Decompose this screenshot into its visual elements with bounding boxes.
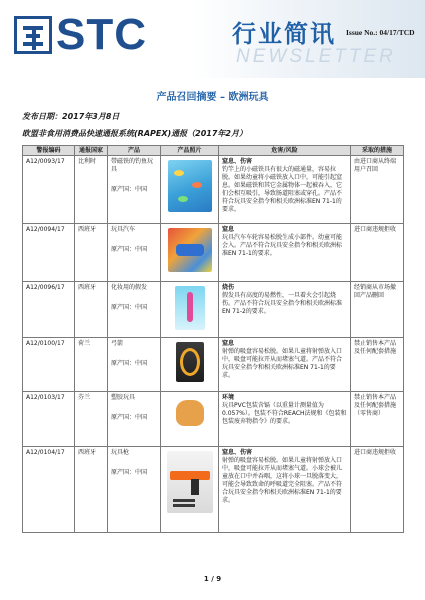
hazard-title: 窒息 bbox=[222, 340, 235, 347]
hazard-cell bbox=[219, 224, 351, 282]
alert-code: A12/0103/17 bbox=[23, 392, 75, 447]
hazard-cell bbox=[219, 156, 351, 224]
notifying-country: 西班牙 bbox=[75, 447, 108, 533]
product-origin: 原产国：中国 bbox=[111, 469, 148, 476]
report-title: 欧盟非食用消费品快速通报系统(RAPEX)通报（2017年2月） bbox=[22, 129, 247, 138]
product-name: 带磁铁的钓鱼玩具 bbox=[111, 158, 154, 173]
col-header-photo: 产品照片 bbox=[161, 146, 219, 156]
hazard-cell bbox=[219, 338, 351, 392]
product-photo-cell bbox=[161, 156, 219, 224]
product-cell bbox=[108, 338, 161, 392]
product-photo-cell bbox=[161, 392, 219, 447]
col-header-code: 警报编码 bbox=[23, 146, 75, 156]
product-name: 塑胶玩具 bbox=[111, 394, 136, 401]
measure-text: 进口商违规拒收 bbox=[351, 447, 404, 533]
alert-code: A12/0100/17 bbox=[23, 338, 75, 392]
logo-text: STC bbox=[56, 10, 147, 59]
notifying-country: 西班牙 bbox=[75, 224, 108, 282]
table-row bbox=[23, 392, 404, 447]
toy-car-photo bbox=[168, 228, 212, 272]
product-photo-cell bbox=[161, 224, 219, 282]
product-cell bbox=[108, 282, 161, 338]
hazard-title: 窒息、伤害 bbox=[222, 158, 253, 165]
plastic-toy-photo bbox=[170, 396, 210, 430]
col-header-measure: 采取的措施 bbox=[351, 146, 404, 156]
measure-text: 禁止销售本产品及任何配套措施（零售商） bbox=[351, 392, 404, 447]
alert-code: A12/0104/17 bbox=[23, 447, 75, 533]
recall-table bbox=[22, 145, 404, 533]
page-number: 1 / 9 bbox=[203, 575, 222, 583]
product-photo-cell bbox=[161, 282, 219, 338]
wig-photo bbox=[175, 286, 205, 330]
measure-text: 进口商违规拒收 bbox=[351, 224, 404, 282]
hazard-title: 窒息、伤害 bbox=[222, 449, 253, 456]
fishing-toy-photo bbox=[168, 160, 212, 212]
table-row bbox=[23, 447, 404, 533]
newsletter-header bbox=[0, 0, 425, 78]
product-origin: 原产国：中国 bbox=[111, 304, 148, 311]
product-cell bbox=[108, 447, 161, 533]
alert-code: A12/0094/17 bbox=[23, 224, 75, 282]
hazard-cell bbox=[219, 447, 351, 533]
notifying-country: 荷兰 bbox=[75, 338, 108, 392]
hazard-text: 玩具汽车车轮容易松脱生成小部件。幼童可能会入。产品不符合玩具安全指令和相关欧洲标准EN 71-1的要求。 bbox=[222, 234, 343, 257]
document-title: 产品召回摘要 – 欧洲玩具 bbox=[156, 92, 269, 103]
issue-number: Issue No.: 04/17/TCD bbox=[346, 28, 415, 37]
hazard-title: 烧伤 bbox=[222, 284, 235, 291]
hazard-cell bbox=[219, 282, 351, 338]
product-name: 玩具枪 bbox=[111, 449, 130, 456]
product-origin: 原产国：中国 bbox=[111, 186, 148, 193]
product-photo-cell bbox=[161, 447, 219, 533]
product-origin: 原产国：中国 bbox=[111, 246, 148, 253]
hazard-title: 窒息 bbox=[222, 226, 235, 233]
measure-text: 由进口商从终端用户召回 bbox=[351, 156, 404, 224]
stc-logo-icon bbox=[14, 16, 52, 54]
hazard-text: 玩具PVC包装含镉（以重量计测量值为0.057%）。包装不符合REACH法规和《包装和包装废弃物指令》的要求。 bbox=[222, 402, 347, 425]
hazard-text: 射弹的吸盘容易松脱。如果儿童将射弹放入口中，吸盘可能拉开从而堵塞气道。产品不符合玩具安全指令和相关欧洲标准EN 71-1的要求。 bbox=[222, 348, 343, 379]
alert-code: A12/0093/17 bbox=[23, 156, 75, 224]
product-photo-cell bbox=[161, 338, 219, 392]
newsletter-cn-title: 行业简讯 bbox=[232, 20, 336, 48]
newsletter-en-title: NEWSLETTER bbox=[236, 46, 396, 67]
product-cell bbox=[108, 224, 161, 282]
toy-gun-photo bbox=[167, 451, 213, 513]
hazard-title: 环境 bbox=[222, 394, 235, 401]
bow-and-arrow-photo bbox=[176, 342, 204, 382]
alert-code: A12/0096/17 bbox=[23, 282, 75, 338]
product-name: 弓箭 bbox=[111, 340, 124, 347]
notifying-country: 芬兰 bbox=[75, 392, 108, 447]
table-row bbox=[23, 224, 404, 282]
product-origin: 原产国：中国 bbox=[111, 360, 148, 367]
product-cell bbox=[108, 392, 161, 447]
product-cell bbox=[108, 156, 161, 224]
product-name: 玩具汽车 bbox=[111, 226, 136, 233]
notifying-country: 比利时 bbox=[75, 156, 108, 224]
table-row bbox=[23, 282, 404, 338]
product-name: 化妆用的假发 bbox=[111, 284, 148, 291]
col-header-product: 产品 bbox=[108, 146, 161, 156]
col-header-hazard: 危害/风险 bbox=[219, 146, 351, 156]
table-row bbox=[23, 338, 404, 392]
measure-text: 经销商从市场撤回产品删回 bbox=[351, 282, 404, 338]
hazard-text: 假发具有高度的易燃性，一旦着火会引起烧伤。产品不符合玩具安全指令和相关欧洲标准EN 71-2的要求。 bbox=[222, 292, 343, 315]
hazard-text: 钓竿上的小磁铁具有很大的磁通量，容易拉脱。如果幼童将小磁铁放入口中，可能引起窒息。如果磁铁和其它金属物体一起被吞入，它们会相互吸引，导致肠道阻塞或穿孔。产品不符合玩具安全指令和相关欧洲标准EN 71-1的要求。 bbox=[222, 166, 343, 213]
notifying-country: 西班牙 bbox=[75, 282, 108, 338]
table-header-row bbox=[23, 146, 404, 156]
hazard-text: 射弹的吸盘容易松脱。如果儿童将射弹放入口中，吸盘可能拉开从而堵塞气道。小球会被儿童放在口中并吞咽，这将小球一旦脱落变大，可能会导致致命的呼吸道完全阻塞。产品不符合玩具安全指令和相关欧洲标准EN 71-1的要求。 bbox=[222, 457, 343, 504]
product-origin: 原产国：中国 bbox=[111, 414, 148, 421]
table-row bbox=[23, 156, 404, 224]
measure-text: 禁止销售本产品及任何配套措施 bbox=[351, 338, 404, 392]
publish-date: 发布日期：2017年3月8日 bbox=[22, 112, 120, 121]
hazard-cell bbox=[219, 392, 351, 447]
col-header-country: 通报国家 bbox=[75, 146, 108, 156]
